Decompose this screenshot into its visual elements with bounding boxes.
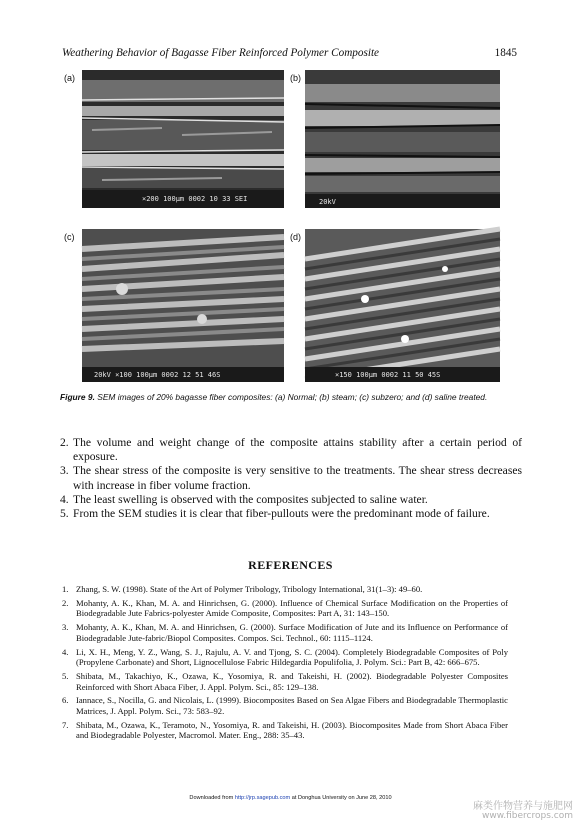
footer-link[interactable]: http://jrp.sagepub.com	[234, 795, 291, 801]
caption-text: SEM images of 20% bagasse fiber composites: (a) Normal; (b) steam; (c) subzero; and (d) saline treated.	[94, 392, 488, 402]
footer-suffix: at Donghua University on June 28, 2010	[290, 795, 392, 801]
reference-number: 3.	[62, 622, 69, 633]
list-item-text: The shear stress of the composite is very sensitive to the treatments. The shear stress decreases with increase in fiber volume fraction.	[73, 464, 522, 492]
references-heading: REFERENCES	[248, 558, 333, 572]
panel-c-letter: (c)	[64, 232, 75, 242]
reference-number: 6.	[62, 695, 69, 706]
conclusions-list	[60, 436, 522, 521]
list-item	[60, 507, 522, 521]
footer-prefix: Downloaded from	[189, 795, 235, 801]
reference-item	[62, 695, 508, 716]
list-item-text: The volume and weight change of the composite attains stability after a certain period of exposure.	[73, 436, 522, 464]
reference-item	[62, 647, 508, 668]
page-number: 1845	[494, 47, 517, 59]
list-item-text: The least swelling is observed with the composites subjected to saline water.	[73, 492, 428, 506]
reference-number: 4.	[62, 646, 69, 657]
reference-text: Mohanty, A. K., Khan, M. A. and Hinrichsen, G. (2000). Influence of Chemical Surface Modification on the Properties of Biodegradable Jute Fabrics-polyester Amide Composite, Composites: Part A, 31: 143–150.	[76, 597, 508, 619]
sem-image-b	[305, 70, 500, 208]
reference-text: Shibata, M., Ozawa, K., Teramoto, N., Yosomiya, R. and Takeishi, H. (2003). Biocomposites Made from Short Abaca Fiber and Biodegradable Polyester, Macromol. Mater. Eng., 288: 35–43.	[76, 719, 508, 741]
reference-item	[62, 720, 508, 741]
reference-text: Li, X. H., Meng, Y. Z., Wang, S. J., Rajulu, A. V. and Tjong, S. C. (2004). Completely Biodegradable Composites of Poly (Propylene Carbonate) and Short, Lignocellulose Fabric Hildegardia Populifolia, J. Polym. Sci.: Part B, 42: 666–675.	[76, 646, 508, 668]
sem-d-overlay: ×150 100μm 0002 11 50 45S	[335, 371, 441, 379]
sem-image-c	[82, 229, 284, 379]
list-item	[60, 436, 522, 464]
running-header	[62, 47, 517, 59]
reference-number: 5.	[62, 670, 69, 681]
watermark-url: www.fibercrops.com	[482, 811, 573, 821]
list-item-number: 3.	[60, 464, 69, 478]
reference-number: 7.	[62, 719, 69, 730]
reference-text: Zhang, S. W. (1998). State of the Art of Polymer Tribology, Tribology International, 31(1–3): 49–60.	[76, 584, 423, 594]
reference-number: 2.	[62, 597, 69, 608]
reference-item	[62, 584, 508, 595]
list-item	[60, 464, 522, 492]
reference-text: Mohanty, A. K., Khan, M. A. and Hinrichsen, G. (2000). Surface Modification of Jute and its Influence on Performance of Biodegradable Jute-fabric/Biopol Composites. Compos. Sci. Technol., 60: 1115–1124.	[76, 622, 508, 643]
sem-image-a	[82, 70, 284, 208]
running-title: Weathering Behavior of Bagasse Fiber Reinforced Polymer Composite	[62, 47, 380, 59]
list-item-number: 2.	[60, 436, 69, 449]
panel-d-letter: (d)	[290, 232, 301, 242]
sem-b-overlay: 20kV	[319, 198, 336, 206]
figure-caption	[60, 392, 522, 402]
watermark-cn: 麻类作物营养与施肥网	[473, 801, 573, 812]
caption-label: Figure 9.	[60, 392, 95, 402]
references-list	[62, 584, 508, 744]
reference-item	[62, 671, 508, 692]
list-item-number: 4.	[60, 492, 69, 506]
panel-b-letter: (b)	[290, 73, 301, 83]
reference-number: 1.	[62, 584, 69, 594]
panel-a-letter: (a)	[64, 73, 75, 83]
reference-text: Iannace, S., Nocilla, G. and Nicolais, L. (1999). Biocomposites Based on Sea Algae Fibers and Biodegradable Thermoplastic Matrices, J. Appl. Polym. Sci., 73: 583–92.	[76, 695, 508, 717]
reference-text: Shibata, M., Takachiyo, K., Ozawa, K., Yosomiya, R. and Takeishi, H. (2002). Biodegradable Polyester Composites Reinforced with Short Abaca Fiber, J. Appl. Polym. Sci., 85: 129–138.	[76, 670, 508, 692]
sem-c-overlay: 20kV ×100 100μm 0002 12 51 46S	[94, 371, 221, 379]
reference-item	[62, 598, 508, 619]
list-item	[60, 493, 522, 507]
list-item-text: From the SEM studies it is clear that fiber-pullouts were the predominant mode of failure.	[73, 507, 490, 521]
sem-a-overlay: ×200 100μm 0002 10 33 SEI	[142, 195, 248, 203]
sem-image-d	[305, 229, 500, 382]
list-item-number: 5.	[60, 507, 69, 521]
reference-item	[62, 622, 508, 643]
